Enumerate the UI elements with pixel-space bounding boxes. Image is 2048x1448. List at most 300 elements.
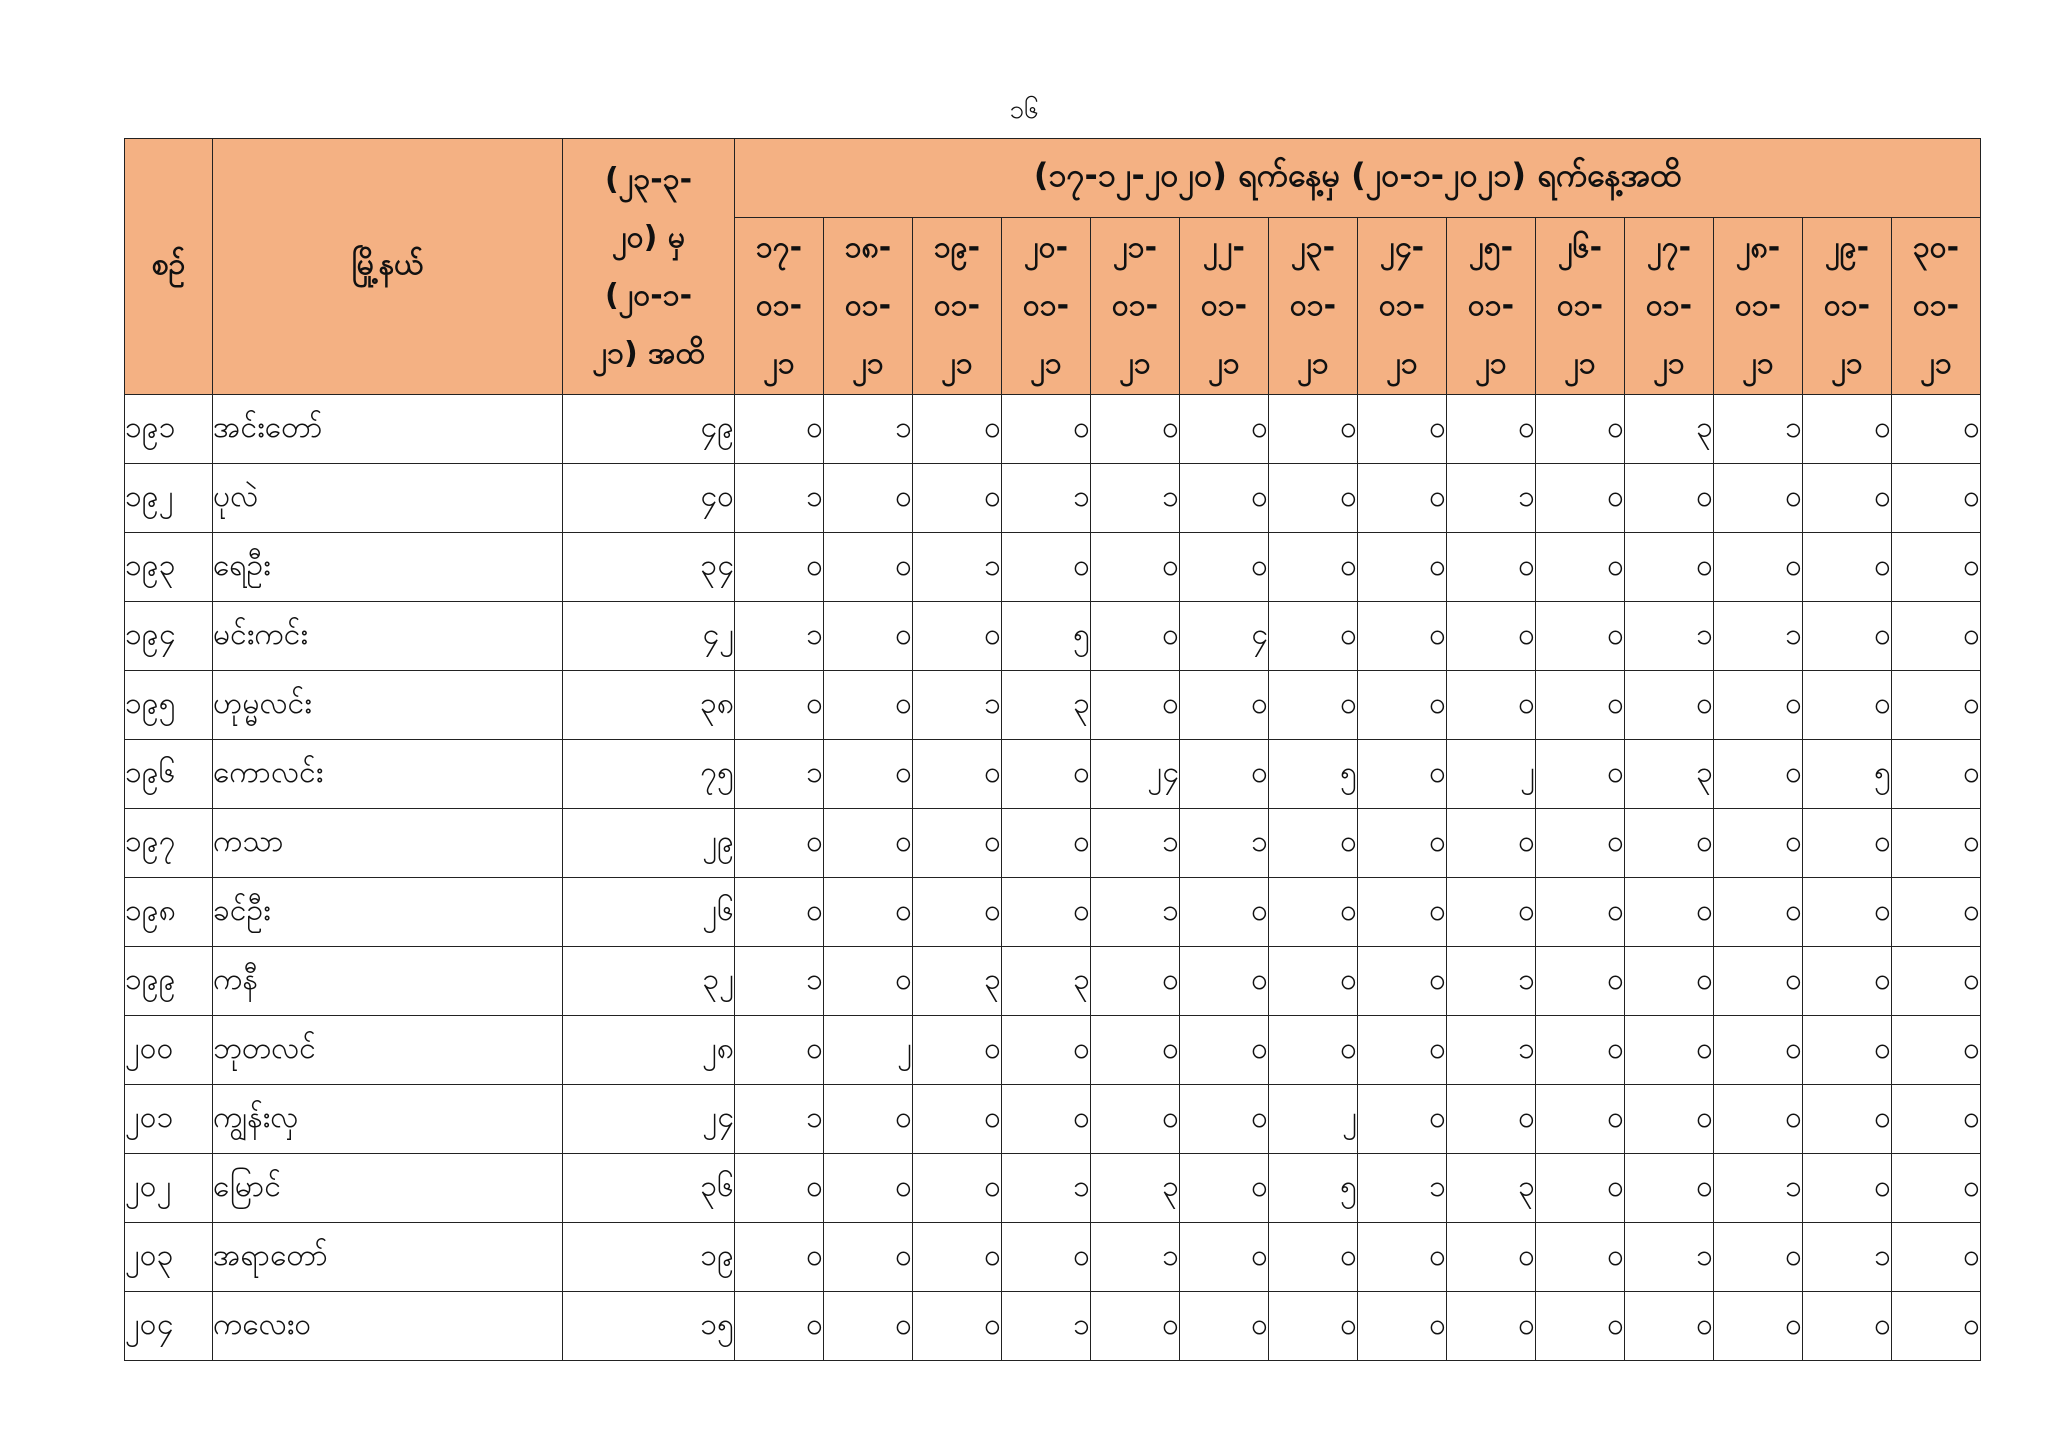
header-date-line: ၀၁- xyxy=(1734,288,1782,323)
township-name: အရာတော် xyxy=(213,1223,563,1292)
header-date-line: ၃၀- xyxy=(1912,230,1960,265)
header-date xyxy=(1803,218,1892,395)
table-row xyxy=(125,740,1981,809)
row-number: ၁၉၅ xyxy=(125,671,213,740)
daily-count: ၀ xyxy=(1358,533,1447,602)
header-date xyxy=(913,218,1002,395)
daily-count: ၀ xyxy=(1892,1016,1981,1085)
daily-count: ၂ xyxy=(824,1016,913,1085)
daily-count: ၀ xyxy=(1358,947,1447,1016)
header-date xyxy=(1536,218,1625,395)
daily-count: ၀ xyxy=(1180,671,1269,740)
daily-count: ၀ xyxy=(913,1016,1002,1085)
daily-count: ၃ xyxy=(1625,395,1714,464)
daily-count: ၀ xyxy=(1447,1292,1536,1361)
daily-count: ၀ xyxy=(1180,533,1269,602)
daily-count: ၁ xyxy=(824,395,913,464)
daily-count: ၀ xyxy=(1536,464,1625,533)
daily-count: ၀ xyxy=(1447,395,1536,464)
daily-count: ၀ xyxy=(1625,671,1714,740)
daily-count: ၀ xyxy=(735,395,824,464)
daily-count: ၀ xyxy=(913,1223,1002,1292)
daily-count: ၁ xyxy=(1447,947,1536,1016)
header-date xyxy=(1180,218,1269,395)
daily-count: ၁ xyxy=(1714,395,1803,464)
daily-count: ၀ xyxy=(1803,809,1892,878)
daily-count: ၀ xyxy=(1091,602,1180,671)
daily-count: ၀ xyxy=(1002,740,1091,809)
daily-count: ၀ xyxy=(824,878,913,947)
header-total-line: ၂၁) အထိ xyxy=(592,335,705,371)
cumulative-total: ၃၄ xyxy=(563,533,735,602)
row-number: ၁၉၃ xyxy=(125,533,213,602)
daily-count: ၀ xyxy=(1091,947,1180,1016)
daily-count: ၁ xyxy=(1091,464,1180,533)
daily-count: ၀ xyxy=(1269,809,1358,878)
daily-count: ၀ xyxy=(735,1016,824,1085)
township-name: ကနီ xyxy=(213,947,563,1016)
daily-count: ၀ xyxy=(1269,464,1358,533)
daily-count: ၀ xyxy=(1358,671,1447,740)
daily-count: ၀ xyxy=(1091,533,1180,602)
daily-count: ၀ xyxy=(913,878,1002,947)
header-date-line: ၂၉- xyxy=(1824,230,1870,265)
daily-count: ၀ xyxy=(913,1292,1002,1361)
daily-count: ၀ xyxy=(1892,671,1981,740)
cumulative-total: ၂၉ xyxy=(563,809,735,878)
header-total xyxy=(563,139,735,395)
daily-count: ၃ xyxy=(1091,1154,1180,1223)
cumulative-total: ၃၈ xyxy=(563,671,735,740)
daily-count: ၁ xyxy=(735,947,824,1016)
daily-count: ၀ xyxy=(1180,464,1269,533)
daily-count: ၀ xyxy=(1269,671,1358,740)
table-row xyxy=(125,464,1981,533)
daily-count: ၁ xyxy=(1714,602,1803,671)
daily-count: ၀ xyxy=(1269,533,1358,602)
daily-count: ၀ xyxy=(1803,947,1892,1016)
daily-count: ၂၄ xyxy=(1091,740,1180,809)
daily-count: ၃ xyxy=(1625,740,1714,809)
daily-count: ၁ xyxy=(1002,464,1091,533)
daily-count: ၁ xyxy=(1625,1223,1714,1292)
daily-count: ၀ xyxy=(1892,395,1981,464)
header-date-line: ၀၁- xyxy=(1823,288,1871,323)
daily-count: ၀ xyxy=(1358,395,1447,464)
daily-count: ၀ xyxy=(1625,1016,1714,1085)
header-date-line: ၀၁- xyxy=(933,288,981,323)
daily-count: ၀ xyxy=(1180,1016,1269,1085)
header-date-line: ၀၁- xyxy=(844,288,892,323)
header-total-line: (၂၀-၁- xyxy=(604,277,693,313)
daily-count: ၁ xyxy=(1803,1223,1892,1292)
daily-count: ၀ xyxy=(1358,740,1447,809)
daily-count: ၀ xyxy=(913,395,1002,464)
daily-count: ၀ xyxy=(1625,1292,1714,1361)
table-body xyxy=(125,395,1981,1361)
row-number: ၂၀၂ xyxy=(125,1154,213,1223)
cumulative-total: ၇၅ xyxy=(563,740,735,809)
row-number: ၁၉၆ xyxy=(125,740,213,809)
header-date-line: ၀၁- xyxy=(1467,288,1515,323)
daily-count: ၀ xyxy=(1447,671,1536,740)
daily-count: ၁ xyxy=(735,602,824,671)
daily-count: ၀ xyxy=(1803,1292,1892,1361)
daily-count: ၀ xyxy=(824,809,913,878)
daily-count: ၁ xyxy=(913,533,1002,602)
daily-count: ၀ xyxy=(1625,464,1714,533)
township-name: ကသာ xyxy=(213,809,563,878)
daily-count: ၀ xyxy=(913,602,1002,671)
row-number: ၂၀၁ xyxy=(125,1085,213,1154)
header-date-line: ၂၄- xyxy=(1379,230,1425,265)
daily-count: ၁ xyxy=(735,464,824,533)
daily-count: ၀ xyxy=(1714,1016,1803,1085)
daily-count: ၀ xyxy=(1536,1154,1625,1223)
header-date-line: ၂၁ xyxy=(1831,346,1863,381)
daily-count: ၀ xyxy=(1892,1085,1981,1154)
cumulative-total: ၄၉ xyxy=(563,395,735,464)
table-row xyxy=(125,1292,1981,1361)
daily-count: ၀ xyxy=(1002,1016,1091,1085)
header-date-line: ၂၁ xyxy=(1386,346,1418,381)
header-date-line: ၂၁ xyxy=(1297,346,1329,381)
daily-count: ၁ xyxy=(735,740,824,809)
header-date-line: ၁၉- xyxy=(933,230,981,265)
township-name: အင်းတော် xyxy=(213,395,563,464)
daily-count: ၄ xyxy=(1180,602,1269,671)
daily-count: ၅ xyxy=(1002,602,1091,671)
daily-count: ၀ xyxy=(913,809,1002,878)
daily-count: ၀ xyxy=(1892,878,1981,947)
header-date-line: ၂၁ xyxy=(1920,346,1952,381)
cumulative-total: ၄၂ xyxy=(563,602,735,671)
daily-count: ၁ xyxy=(1002,1292,1091,1361)
header-date-line: ၀၁- xyxy=(1378,288,1426,323)
header-date xyxy=(1625,218,1714,395)
daily-count: ၀ xyxy=(1180,1085,1269,1154)
daily-count: ၀ xyxy=(1358,464,1447,533)
table-row xyxy=(125,1016,1981,1085)
daily-count: ၀ xyxy=(1625,1085,1714,1154)
daily-count: ၀ xyxy=(1536,395,1625,464)
daily-count: ၀ xyxy=(1002,395,1091,464)
daily-count: ၀ xyxy=(913,464,1002,533)
daily-count: ၀ xyxy=(1002,533,1091,602)
header-date xyxy=(1714,218,1803,395)
daily-count: ၀ xyxy=(1536,1292,1625,1361)
daily-count: ၀ xyxy=(1714,533,1803,602)
daily-count: ၀ xyxy=(1536,1085,1625,1154)
township-name: ကလေးဝ xyxy=(213,1292,563,1361)
cumulative-total: ၂၄ xyxy=(563,1085,735,1154)
township-name: ရေဦး xyxy=(213,533,563,602)
daily-count: ၀ xyxy=(735,1154,824,1223)
table-row xyxy=(125,1154,1981,1223)
daily-count: ၀ xyxy=(1447,533,1536,602)
daily-count: ၀ xyxy=(1714,947,1803,1016)
daily-count: ၀ xyxy=(1803,1154,1892,1223)
daily-count: ၁ xyxy=(1091,1223,1180,1292)
table-row xyxy=(125,947,1981,1016)
daily-count: ၁ xyxy=(913,671,1002,740)
daily-count: ၀ xyxy=(1002,809,1091,878)
daily-count: ၀ xyxy=(1091,395,1180,464)
row-number: ၁၉၁ xyxy=(125,395,213,464)
header-date-line: ၂၇- xyxy=(1646,230,1692,265)
daily-count: ၀ xyxy=(1358,602,1447,671)
header-date xyxy=(1091,218,1180,395)
daily-count: ၀ xyxy=(824,740,913,809)
row-number: ၂၀၄ xyxy=(125,1292,213,1361)
daily-count: ၀ xyxy=(824,533,913,602)
daily-count: ၀ xyxy=(1180,1292,1269,1361)
header-date-line: ၂၆- xyxy=(1557,230,1603,265)
daily-count: ၀ xyxy=(1358,1085,1447,1154)
header-date-line: ၀၁- xyxy=(1289,288,1337,323)
daily-count: ၀ xyxy=(1180,740,1269,809)
daily-count: ၃ xyxy=(1002,947,1091,1016)
header-date-line: ၂၁ xyxy=(1564,346,1596,381)
township-name: ကျွန်းလှ xyxy=(213,1085,563,1154)
row-number: ၁၉၈ xyxy=(125,878,213,947)
daily-count: ၀ xyxy=(1269,1223,1358,1292)
daily-count: ၀ xyxy=(1447,878,1536,947)
row-number: ၂၀၃ xyxy=(125,1223,213,1292)
daily-count: ၀ xyxy=(1180,947,1269,1016)
daily-count: ၀ xyxy=(735,878,824,947)
daily-count: ၃ xyxy=(1447,1154,1536,1223)
daily-count: ၀ xyxy=(1803,464,1892,533)
header-date-line: ၂၁ xyxy=(1208,346,1240,381)
daily-count: ၀ xyxy=(1447,1085,1536,1154)
daily-count: ၀ xyxy=(1536,602,1625,671)
daily-count: ၀ xyxy=(1803,878,1892,947)
header-date-line: ၀၁- xyxy=(1111,288,1159,323)
daily-count: ၀ xyxy=(913,1154,1002,1223)
daily-count: ၀ xyxy=(1002,1223,1091,1292)
header-date-line: ၀၁- xyxy=(755,288,803,323)
header-date xyxy=(735,218,824,395)
daily-count: ၀ xyxy=(1002,1085,1091,1154)
daily-count: ၀ xyxy=(1625,878,1714,947)
daily-count: ၁ xyxy=(1447,464,1536,533)
daily-count: ၀ xyxy=(1625,533,1714,602)
daily-count: ၀ xyxy=(1714,740,1803,809)
daily-count: ၀ xyxy=(1536,809,1625,878)
daily-count: ၀ xyxy=(1536,740,1625,809)
row-number: ၁၉၂ xyxy=(125,464,213,533)
daily-count: ၀ xyxy=(1180,1154,1269,1223)
daily-count: ၀ xyxy=(913,740,1002,809)
header-date-line: ၂၈- xyxy=(1735,230,1781,265)
page-number: ၁၆ xyxy=(1009,95,1039,125)
header-date xyxy=(824,218,913,395)
daily-count: ၀ xyxy=(1803,671,1892,740)
daily-count: ၀ xyxy=(1714,1223,1803,1292)
daily-count: ၀ xyxy=(1269,947,1358,1016)
daily-count: ၀ xyxy=(1803,1016,1892,1085)
daily-count: ၁ xyxy=(1447,1016,1536,1085)
daily-count: ၀ xyxy=(1892,533,1981,602)
daily-count: ၅ xyxy=(1269,1154,1358,1223)
daily-count: ၀ xyxy=(1180,395,1269,464)
header-date-line: ၂၁- xyxy=(1112,230,1158,265)
daily-count: ၀ xyxy=(1892,947,1981,1016)
daily-count: ၅ xyxy=(1803,740,1892,809)
cumulative-total: ၁၉ xyxy=(563,1223,735,1292)
daily-count: ၀ xyxy=(1091,671,1180,740)
cumulative-total: ၁၅ xyxy=(563,1292,735,1361)
row-number: ၁၉၉ xyxy=(125,947,213,1016)
daily-count: ၀ xyxy=(1892,464,1981,533)
daily-count: ၀ xyxy=(1803,602,1892,671)
daily-count: ၀ xyxy=(1091,1292,1180,1361)
header-date xyxy=(1269,218,1358,395)
daily-count: ၁ xyxy=(1714,1154,1803,1223)
header-township: မြို့နယ် xyxy=(213,139,563,395)
daily-count: ၀ xyxy=(1892,1223,1981,1292)
daily-count: ၀ xyxy=(913,1085,1002,1154)
header-date-line: ၂၁ xyxy=(1119,346,1151,381)
daily-count: ၀ xyxy=(1714,1292,1803,1361)
daily-count: ၀ xyxy=(1625,809,1714,878)
header-total-line: (၂၃-၃- xyxy=(604,161,693,197)
daily-count: ၀ xyxy=(1892,1292,1981,1361)
header-date-line: ၂၁ xyxy=(1030,346,1062,381)
daily-count: ၁ xyxy=(1091,878,1180,947)
daily-count: ၀ xyxy=(824,671,913,740)
header-date-line: ၀၁- xyxy=(1022,288,1070,323)
cumulative-total: ၂၆ xyxy=(563,878,735,947)
daily-count: ၀ xyxy=(1091,1085,1180,1154)
header-date-line: ၂၁ xyxy=(1742,346,1774,381)
header-date-line: ၀၁- xyxy=(1912,288,1960,323)
daily-count: ၀ xyxy=(824,947,913,1016)
header-date-line: ၂၁ xyxy=(1653,346,1685,381)
daily-count: ၀ xyxy=(1536,878,1625,947)
cumulative-total: ၃၂ xyxy=(563,947,735,1016)
daily-count: ၀ xyxy=(1625,1154,1714,1223)
cumulative-total: ၄၀ xyxy=(563,464,735,533)
daily-count: ၀ xyxy=(1269,878,1358,947)
header-date-line: ၂၁ xyxy=(852,346,884,381)
township-name: ဘုတလင် xyxy=(213,1016,563,1085)
header-total-line: ၂၀) မှ xyxy=(612,219,685,255)
daily-count: ၀ xyxy=(735,671,824,740)
header-date-line: ၂၂- xyxy=(1203,230,1245,265)
daily-count: ၀ xyxy=(1625,947,1714,1016)
daily-count: ၀ xyxy=(1803,395,1892,464)
township-name: ပုလဲ xyxy=(213,464,563,533)
daily-count: ၀ xyxy=(1714,671,1803,740)
table-row xyxy=(125,533,1981,602)
table-row xyxy=(125,602,1981,671)
daily-count: ၀ xyxy=(1269,1292,1358,1361)
daily-count: ၅ xyxy=(1269,740,1358,809)
daily-count: ၀ xyxy=(824,602,913,671)
daily-count: ၀ xyxy=(1803,533,1892,602)
daily-count: ၀ xyxy=(1892,740,1981,809)
cumulative-total: ၂၈ xyxy=(563,1016,735,1085)
header-date-line: ၂၅- xyxy=(1468,230,1514,265)
daily-count: ၀ xyxy=(1002,878,1091,947)
daily-count: ၀ xyxy=(1358,1016,1447,1085)
daily-count: ၀ xyxy=(824,1085,913,1154)
daily-count: ၃ xyxy=(1002,671,1091,740)
daily-count: ၀ xyxy=(1892,1154,1981,1223)
row-number: ၁၉၄ xyxy=(125,602,213,671)
daily-count: ၀ xyxy=(1358,809,1447,878)
header-date-line: ၀၁- xyxy=(1645,288,1693,323)
daily-count: ၁ xyxy=(735,1085,824,1154)
daily-count: ၀ xyxy=(1536,1223,1625,1292)
township-name: ဟုမ္မလင်း xyxy=(213,671,563,740)
township-name: ခင်ဦး xyxy=(213,878,563,947)
daily-count: ၀ xyxy=(1536,671,1625,740)
daily-count: ၀ xyxy=(1091,1016,1180,1085)
header-date-line: ၂၁ xyxy=(1475,346,1507,381)
daily-count: ၀ xyxy=(1447,809,1536,878)
daily-count: ၀ xyxy=(824,464,913,533)
daily-count: ၀ xyxy=(1358,1292,1447,1361)
daily-count: ၂ xyxy=(1269,1085,1358,1154)
header-date-line: ၁၈- xyxy=(844,230,892,265)
daily-count: ၀ xyxy=(1714,464,1803,533)
header-date xyxy=(1447,218,1536,395)
daily-count: ၀ xyxy=(1180,1223,1269,1292)
daily-count: ၁ xyxy=(1091,809,1180,878)
daily-count: ၀ xyxy=(1180,878,1269,947)
header-no: စဉ် xyxy=(125,139,213,395)
daily-count: ၀ xyxy=(824,1223,913,1292)
header-date-line: ၀၁- xyxy=(1556,288,1604,323)
daily-count: ၀ xyxy=(735,1223,824,1292)
header-date-range: (၁၇-၁၂-၂၀၂၀) ရက်နေ့မှ (၂၀-၁-၂၀၂၁) ရက်နေ့အထိ xyxy=(735,139,1981,218)
daily-count: ၀ xyxy=(1714,878,1803,947)
header-date-line: ၂၁ xyxy=(941,346,973,381)
header-date-line: ၂၀- xyxy=(1023,230,1069,265)
daily-count: ၀ xyxy=(1269,395,1358,464)
row-number: ၂၀၀ xyxy=(125,1016,213,1085)
header-date-line: ၀၁- xyxy=(1200,288,1248,323)
daily-count: ၀ xyxy=(1536,1016,1625,1085)
township-name: မင်းကင်း xyxy=(213,602,563,671)
table-row xyxy=(125,1223,1981,1292)
table-row xyxy=(125,395,1981,464)
table-row xyxy=(125,878,1981,947)
daily-count: ၀ xyxy=(1447,602,1536,671)
daily-count: ၀ xyxy=(1714,809,1803,878)
township-name: မြောင် xyxy=(213,1154,563,1223)
township-cases-table xyxy=(124,138,1981,1361)
daily-count: ၁ xyxy=(1180,809,1269,878)
header-date xyxy=(1002,218,1091,395)
daily-count: ၀ xyxy=(1714,1085,1803,1154)
daily-count: ၀ xyxy=(1269,602,1358,671)
daily-count: ၀ xyxy=(735,533,824,602)
header-date xyxy=(1892,218,1981,395)
daily-count: ၀ xyxy=(1536,533,1625,602)
daily-count: ၁ xyxy=(1625,602,1714,671)
header-date xyxy=(1358,218,1447,395)
header-date-line: ၂၃- xyxy=(1290,230,1336,265)
table-header xyxy=(125,139,1981,395)
header-date-line: ၁၇- xyxy=(755,230,803,265)
daily-count: ၀ xyxy=(824,1292,913,1361)
table-row xyxy=(125,671,1981,740)
daily-count: ၀ xyxy=(1892,809,1981,878)
